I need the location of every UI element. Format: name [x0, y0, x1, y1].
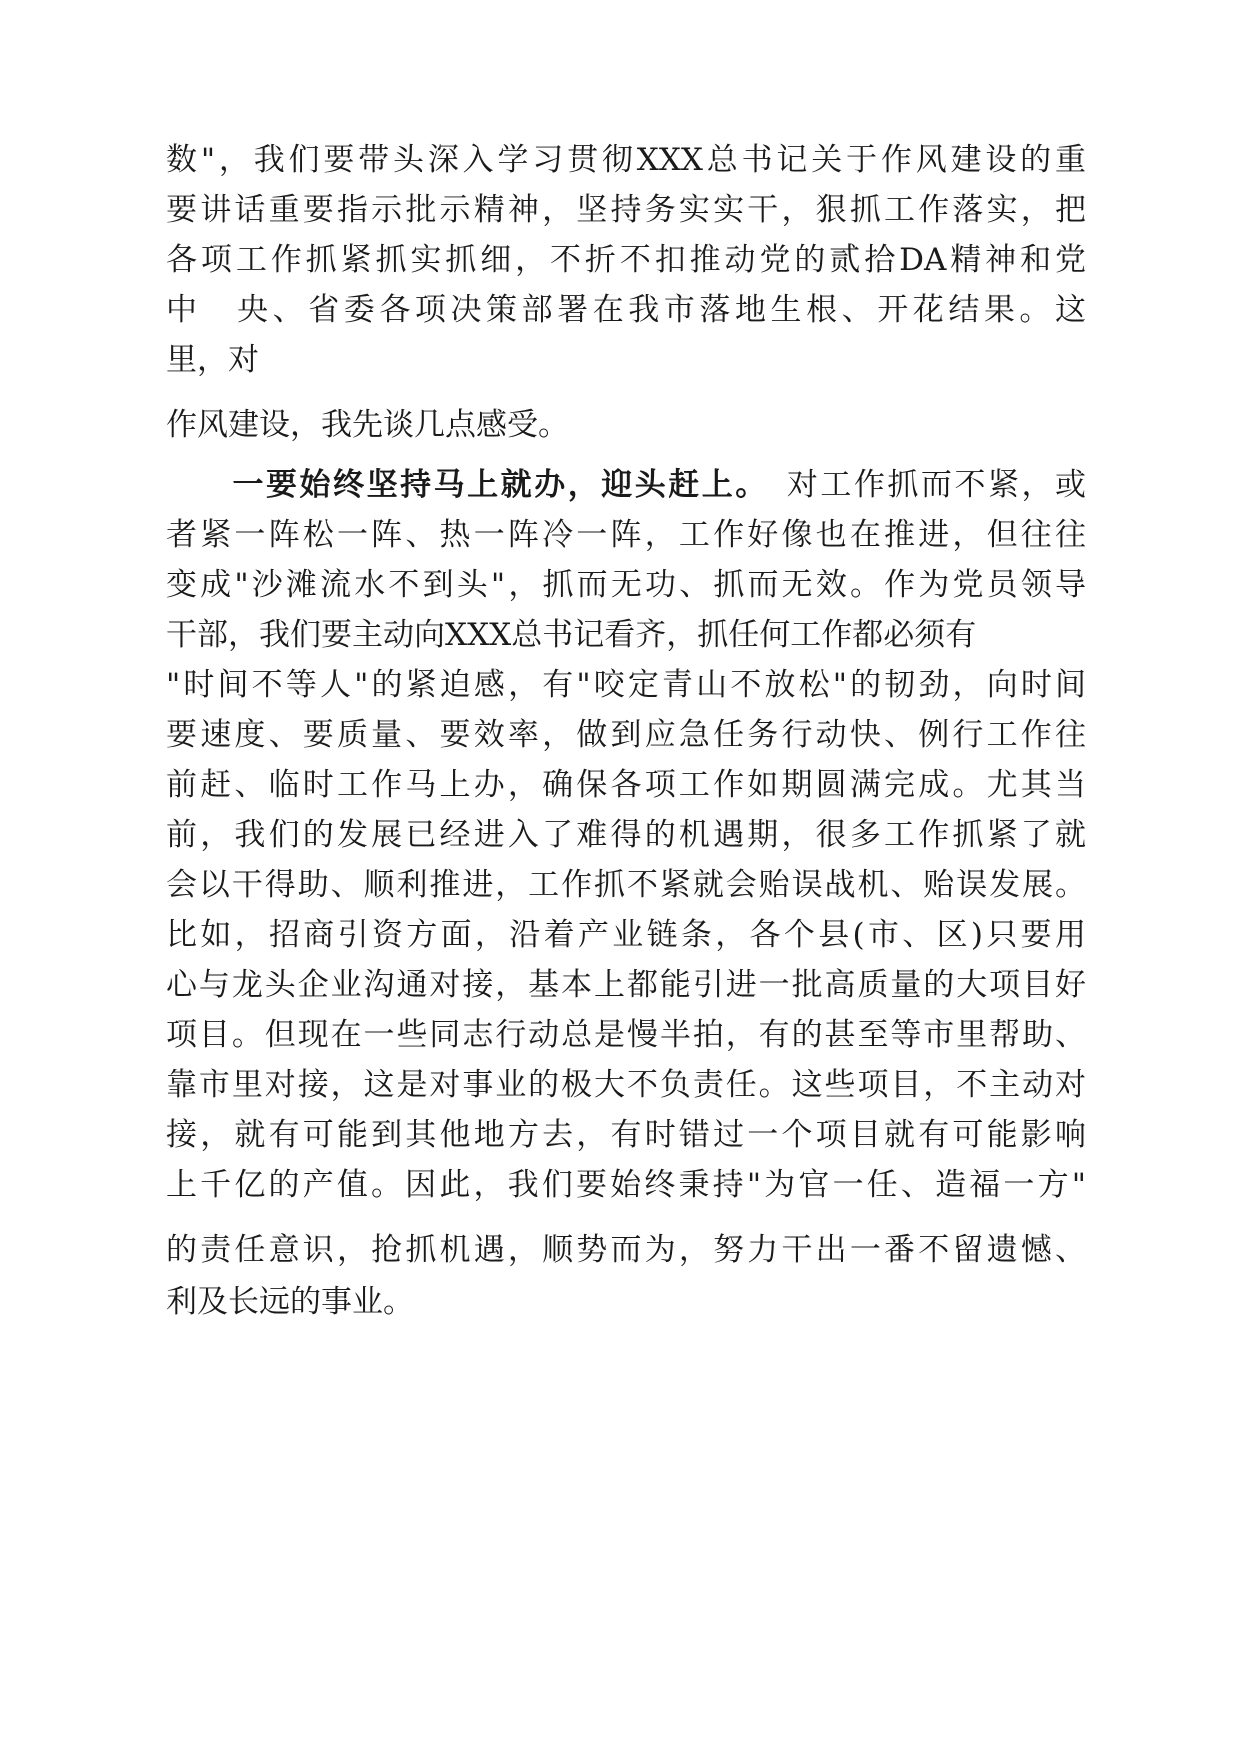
text-line: 各项工作抓紧抓实抓细，不折不扣推动党的贰拾DA精神和党 — [166, 242, 1086, 278]
text-line: 要讲话重要指示批示精神，坚持务实实干，狠抓工作落实，把 — [166, 192, 1086, 228]
text-line: 接，就有可能到其他地方去，有时错过一个项目就有可能影响 — [166, 1117, 1086, 1153]
text-line: 干部，我们要主动向XXX总书记看齐，抓任何工作都必须有 — [166, 617, 977, 653]
text-line: 要速度、要质量、要效率，做到应急任务行动快、例行工作往 — [166, 717, 1086, 753]
text-line: 项目。但现在一些同志行动总是慢半拍，有的甚至等市里帮助、 — [166, 1017, 1086, 1053]
text-line: 靠市里对接，这是对事业的极大不负责任。这些项目，不主动对 — [166, 1067, 1086, 1103]
text-line: 上千亿的产值。因此，我们要始终秉持"为官一任、造福一方" — [166, 1167, 1086, 1203]
text-span — [753, 467, 787, 503]
text-line: "时间不等人"的紧迫感，有"咬定青山不放松"的韧劲，向时间 — [166, 667, 1086, 703]
text-line: 中 央、省委各项决策部署在我市落地生根、开花结果。这 — [166, 292, 1086, 328]
text-line: 变成"沙滩流水不到头"，抓而无功、抓而无效。作为党员领导 — [166, 567, 1086, 603]
text-line: 利及长远的事业。 — [166, 1284, 414, 1320]
text-line: 数"，我们要带头深入学习贯彻XXX总书记关于作风建设的重 — [166, 142, 1086, 178]
text-span: 对工作抓而不紧，或 — [786, 467, 1087, 503]
section-heading: 一要始终坚持马上就办，迎头赶上。 — [230, 467, 754, 503]
text-line: 者紧一阵松一阵、热一阵冷一阵，工作好像也在推进，但往往 — [166, 517, 1086, 553]
paragraph-first-line — [166, 465, 1086, 505]
text-line: 作风建设，我先谈几点感受。 — [166, 407, 569, 443]
text-line: 里，对 — [166, 342, 259, 378]
text-line: 会以干得助、顺利推进，工作抓不紧就会贻误战机、贻误发展。 — [166, 867, 1086, 903]
text-line: 的责任意识，抢抓机遇，顺势而为，努力干出一番不留遗憾、 — [166, 1232, 1086, 1268]
text-line: 前，我们的发展已经进入了难得的机遇期，很多工作抓紧了就 — [166, 817, 1086, 853]
text-line: 比如，招商引资方面，沿着产业链条，各个县(市、区)只要用 — [166, 917, 1086, 953]
text-line: 前赶、临时工作马上办，确保各项工作如期圆满完成。尤其当 — [166, 767, 1086, 803]
text-line: 心与龙头企业沟通对接，基本上都能引进一批高质量的大项目好 — [166, 967, 1086, 1003]
